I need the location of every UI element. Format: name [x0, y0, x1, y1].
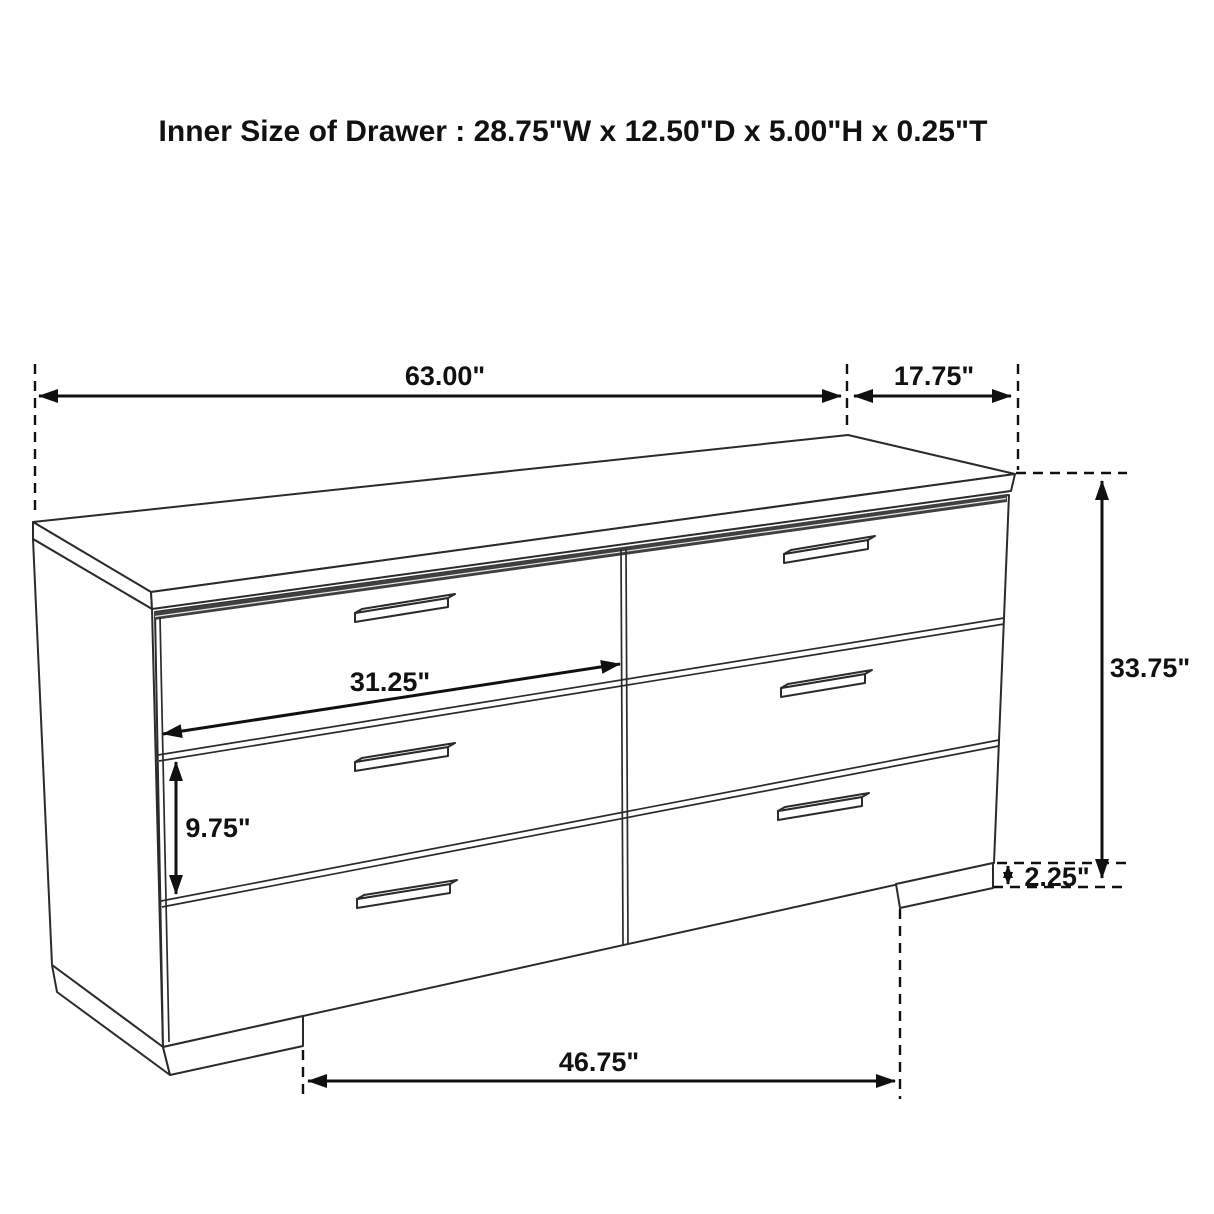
dimension-label-drawer-width: 31.25" [349, 667, 431, 697]
dimension-label-drawer-height: 9.75" [185, 813, 251, 843]
dimension-label-overall-height: 33.75" [1109, 653, 1191, 683]
dimension-label-top-depth: 17.75" [893, 361, 975, 391]
dimension-label-base-height: 2.25" [1024, 862, 1090, 892]
dresser-drawing [33, 435, 1015, 1075]
page-title: Inner Size of Drawer : 28.75"W x 12.50"D x 5.00"H x 0.25"T [158, 115, 988, 148]
dimension-label-overall-width: 63.00" [404, 361, 486, 391]
dimension-label-base-span: 46.75" [558, 1047, 640, 1077]
